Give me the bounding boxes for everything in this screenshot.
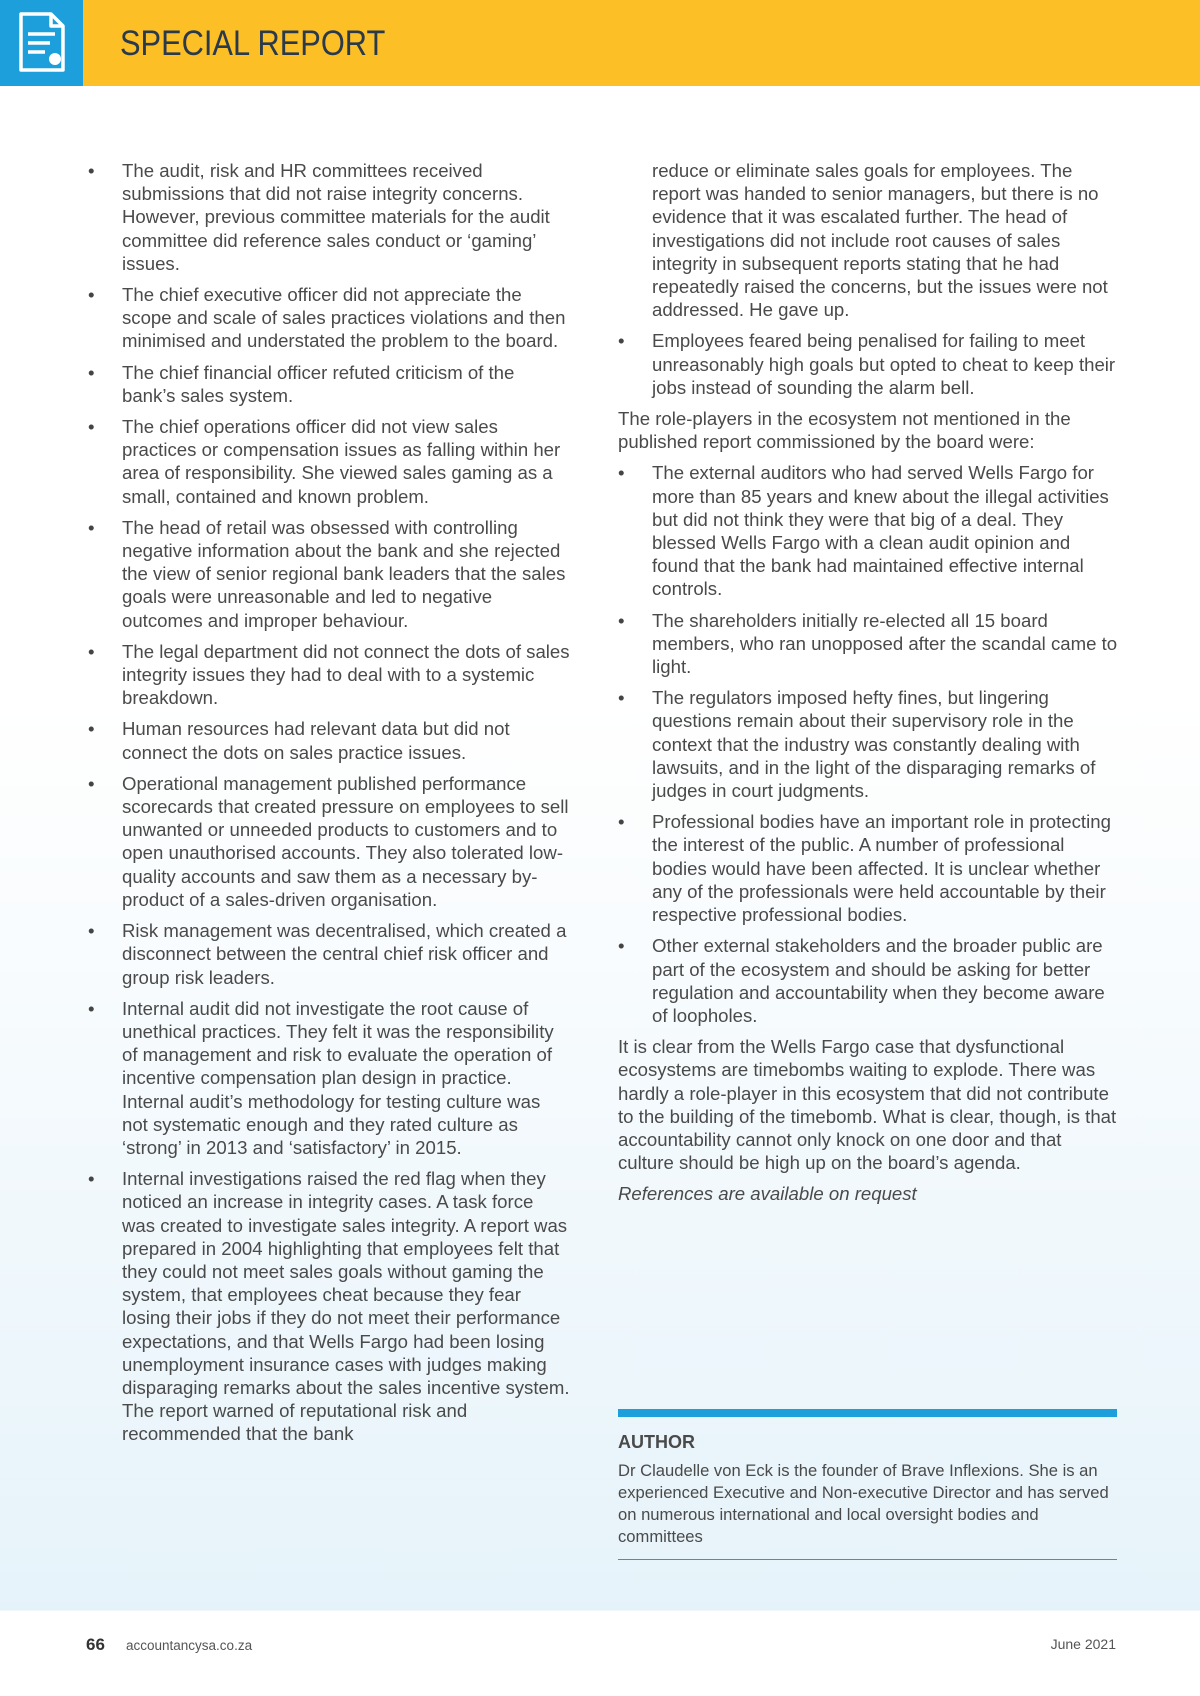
issue-date: June 2021	[1050, 1636, 1116, 1652]
bullet-item: • Other external stakeholders and the broader public are part of the ecosystem and should be asking for better regulation and accountability when they become aware of loopholes.	[618, 934, 1118, 1027]
conclusion-paragraph: It is clear from the Wells Fargo case that dysfunctional ecosystems are timebombs waiting to explode. There was hardly a role-player in this ecosystem that did not contribute to the building of the timebomb. What is clear, though, is that accountability cannot only knock on one door and that culture should be high up on the board’s agenda.	[618, 1036, 1117, 1174]
bullet-item: • The regulators imposed hefty fines, but lingering questions remain about their supervisory role in the context that the industry was constantly dealing with lawsuits, and in the light of the disparaging remarks of judges in court judgments.	[618, 686, 1118, 802]
header-icon-box	[0, 0, 83, 86]
author-bio: Dr Claudelle von Eck is the founder of Brave Inflexions. She is an experienced Executive and Non-executive Director and has served on numerous international and local oversight bodies and committees	[618, 1461, 1109, 1546]
references-note: References are available on request	[618, 1183, 917, 1205]
bullet-item: • Internal investigations raised the red flag when they noticed an increase in integrity cases. A task force was created to investigate sales integrity. A report was prepared in 2004 highlighting that employees felt that they could not meet sales goals without gaming the system, that employees cheat because they fear losing their jobs if they do not meet their performance expectations, and that Wells Fargo had been losing unemployment insurance cases with judges making disparaging remarks about the sales incentive system. The report warned of reputational risk and recommended that the bank	[88, 1167, 570, 1445]
bullet-item: • Professional bodies have an important role in protecting the interest of the public. A number of professional bodies would have been affected. It is unclear whether any of the professionals were held accountable by their respective professional bodies.	[618, 810, 1118, 926]
bullet-item: • The chief financial officer refuted criticism of the bank’s sales system.	[88, 361, 570, 407]
bullet-item: • Internal audit did not investigate the root cause of unethical practices. They felt it was the responsibility of management and risk to evaluate the operation of incentive compensation plan design in practice. Internal audit’s methodology for testing culture was not systematic enough and they rated culture as ‘strong’ in 2013 and ‘satisfactory’ in 2015.	[88, 997, 570, 1159]
right-bullet-list-b	[618, 461, 1118, 1027]
bullet-item: • The external auditors who had served Wells Fargo for more than 85 years and knew about the illegal activities but did not think they were that big of a deal. They blessed Wells Fargo with a clean audit opinion and found that the bank had maintained effective internal controls.	[618, 461, 1118, 600]
bullet-item: • Operational management published performance scorecards that created pressure on employees to sell unwanted or unneeded products to customers and to open unauthorised accounts. They also tolerated low-quality accounts and saw them as a necessary by-product of a sales-driven organisation.	[88, 772, 570, 911]
page-section-title: SPECIAL REPORT	[120, 24, 386, 63]
bullet-item: • The chief executive officer did not appreciate the scope and scale of sales practices violations and then minimised and understated the problem to the board.	[88, 283, 570, 353]
left-bullet-list	[88, 159, 570, 1446]
header-bar	[0, 0, 1200, 86]
author-heading: AUTHOR	[618, 1432, 695, 1452]
author-divider-bar	[618, 1409, 1117, 1417]
bullet-item: • The legal department did not connect the dots of sales integrity issues they had to deal with to a systemic breakdown.	[88, 640, 570, 710]
right-bullet-list-a	[618, 329, 1118, 399]
continued-bullet-text: reduce or eliminate sales goals for employees. The report was handed to senior managers, but there is no evidence that it was escalated further. The head of investigations did not include root causes of sales integrity in subsequent reports stating that he had repeatedly raised the concerns, but the issues were not addressed. He gave up.	[652, 160, 1108, 321]
site-link[interactable]: accountancysa.co.za	[126, 1638, 253, 1653]
bullet-item: • The head of retail was obsessed with controlling negative information about the bank and she rejected the view of senior regional bank leaders that the sales goals were unreasonable and led to negative outcomes and improper behaviour.	[88, 516, 570, 632]
left-column	[88, 159, 570, 1454]
author-bottom-rule	[618, 1559, 1117, 1560]
right-column	[618, 159, 1118, 1206]
document-icon	[17, 12, 67, 74]
page-number: 66	[86, 1635, 105, 1654]
bullet-item: • Risk management was decentralised, which created a disconnect between the central chief risk officer and group risk leaders.	[88, 919, 570, 989]
bullet-item: • The shareholders initially re-elected all 15 board members, who ran unopposed after the scandal came to light.	[618, 609, 1118, 679]
bullet-item: • Human resources had relevant data but did not connect the dots on sales practice issues.	[88, 717, 570, 763]
bullet-item: • The audit, risk and HR committees received submissions that did not raise integrity concerns. However, previous committee materials for the audit committee did reference sales conduct or ‘gaming’ issues.	[88, 159, 570, 275]
bullet-item: • Employees feared being penalised for failing to meet unreasonably high goals but opted to cheat to keep their jobs instead of sounding the alarm bell.	[618, 329, 1118, 399]
bullet-item: • The chief operations officer did not view sales practices or compensation issues as falling within her area of responsibility. She viewed sales gaming as a small, contained and known problem.	[88, 415, 570, 508]
ecosystem-intro: The role-players in the ecosystem not mentioned in the published report commissioned by the board were:	[618, 408, 1071, 453]
